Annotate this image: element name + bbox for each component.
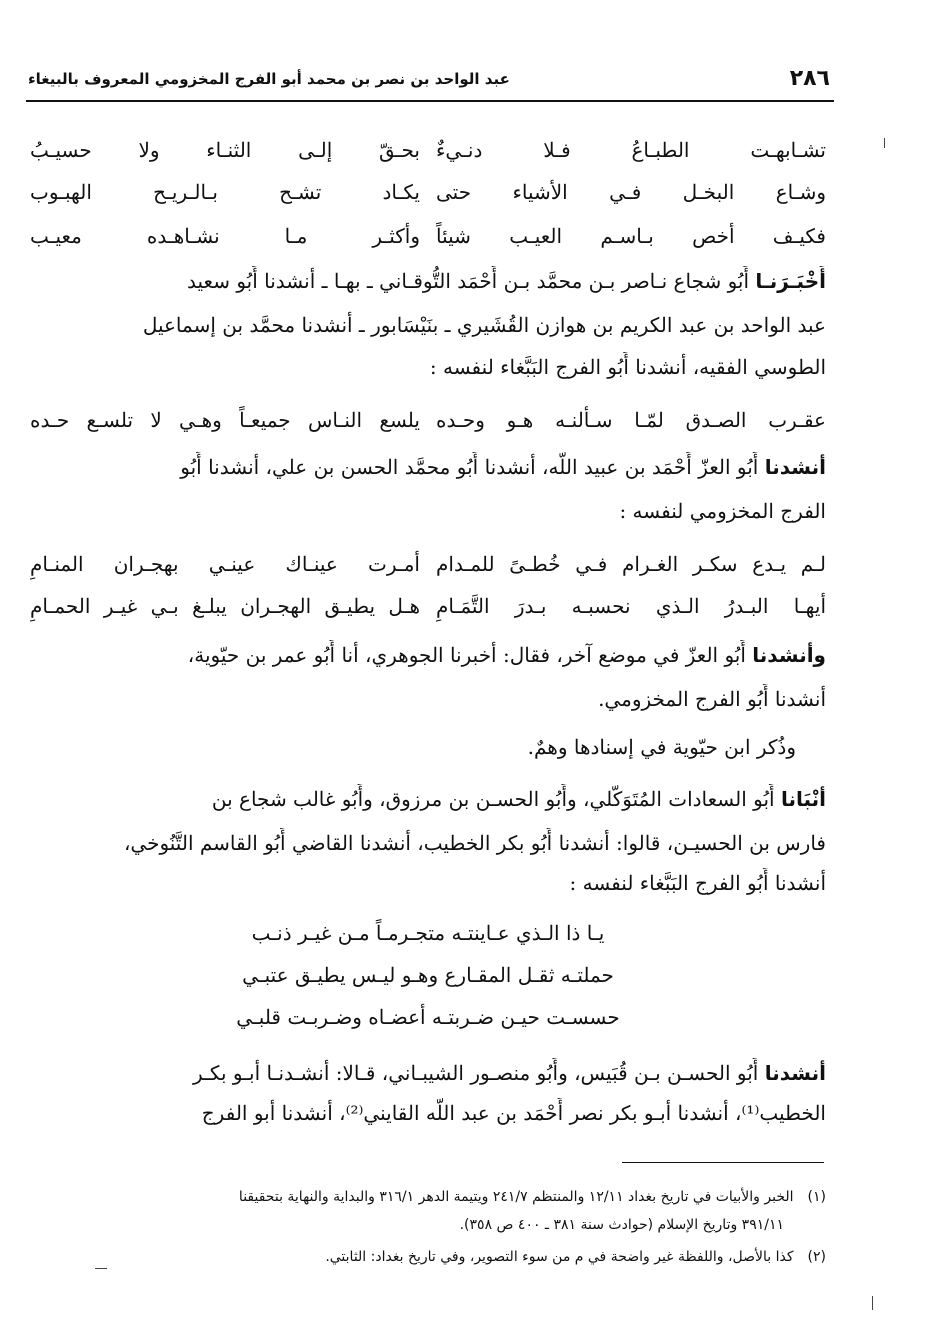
paragraph-line: أنشدنا أَبُو الفرج البَبَّغاء لنفسه : (569, 871, 826, 895)
verse-first-hemistich: لـم يـدع سكـر الغـرام فـي خُطـىً للمـدام (436, 552, 826, 576)
paragraph-line: عبد الواحد بن عبد الكريم بن هوازن القُشَيري ـ بنَيْسَابور ـ أنشدنا محمَّد بن إسماعيل (142, 313, 826, 337)
scan-mark (884, 138, 885, 148)
paragraph-text: أَبُو العزّ أَحْمَد بن عبيد اللَّه، أنشدنا أَبُو محمَّد الحسن بن علي، أنشدنا أَبُو (180, 455, 765, 479)
running-title: عبد الواحد بن نصر بن محمد أبو الفرج المخزومي المعروف بالبيغاء (28, 70, 510, 88)
verse-line (30, 174, 826, 210)
paragraph-line: فارس بن الحسيـن، قالوا: أنشدنا أَبُو بكر الخطيب، أنشدنا القاضي أَبُو القاسم التَّنُوخي، (123, 831, 826, 855)
verse-line (30, 546, 826, 582)
footnote (30, 1244, 826, 1270)
isnad-keyword: أنْبَانا (780, 787, 826, 811)
verse-first-hemistich: أيهـا البـدرُ الـذي نحسبـه بـدرَ التَّمَـامِ (436, 594, 826, 618)
verse-line: حملتـه ثقـل المقـارع وهـو ليـس يطيـق عتبـي (242, 963, 614, 987)
paragraph-line (30, 266, 826, 296)
isnad-keyword: وأنشدنا (752, 643, 826, 667)
verse-second-hemistich: يلسع النـاس جميعـاً وهـي لا تلسـع حـده (30, 408, 420, 432)
verse-second-hemistich: وأكثـر مـا نشـاهـده معيـب (30, 224, 420, 248)
footnote-marker: (١) (807, 1189, 826, 1205)
isnad-keyword: أنشدنا (764, 455, 826, 479)
paragraph-line (30, 784, 826, 814)
scan-mark (872, 1296, 873, 1310)
paragraph-text: وذُكر ابن حيّوية في إسنادها وهمٌ. (527, 735, 796, 759)
footnote-continuation (30, 1212, 826, 1238)
paragraph-line (30, 452, 826, 482)
paragraph-text: أَبُو شجاع نـاصر بـن محمَّد بـن أَحْمَد التُّوقـاني ـ بهـا ـ أنشدنا أَبُو سعيد (187, 269, 756, 293)
paragraph-line (30, 1058, 826, 1088)
footnote-text: ٣٩١/١١ وتاريخ الإسلام (حوادث سنة ٣٨١ ـ ٤٠٠ ص ٣٥٨). (459, 1217, 784, 1233)
footnote-marker: (٢) (807, 1249, 826, 1265)
footnote-separator (622, 1162, 824, 1163)
isnad-keyword: أنشدنا (764, 1061, 826, 1085)
isnad-keyword: أَخْبَـرَنـا (755, 269, 826, 293)
paragraph-line: أنشدنا أَبُو الفرج المخزومي. (598, 687, 826, 711)
verse-line: يـا ذا الـذي عـاينتـه متجـرمـاً مـن غيـر ذنـب (251, 921, 605, 945)
verse-first-hemistich: فكيـف أخص بـاسـم العيـب شيئاً (436, 224, 826, 248)
footnote-text: كذا بالأصل، واللفظة غير واضحة في م من سوء التصوير، وفي تاريخ بغداد: الثابتي. (325, 1249, 794, 1265)
paragraph-line (30, 640, 826, 670)
footnote (30, 1184, 826, 1210)
verse-first-hemistich: تشـابهـت الطبـاعُ فـلا دنـيءٌ (436, 138, 826, 162)
paragraph-line: الخطيب⁽¹⁾، أنشدنا أبـو بكر نصر أَحْمَد بن عبد اللَّه القايني⁽²⁾، أنشدنا أبو الفرج (201, 1101, 826, 1125)
main-text (30, 0, 826, 1160)
verse-line (30, 132, 826, 168)
paragraph-text: أَبُو السعادات المُتَوَكّلي، وأَبُو الحسـن بن مرزوق، وأَبُو غالب شجاع بن (211, 787, 781, 811)
verse-first-hemistich: وشـاع البخـل فـي الأشياء حتى (436, 180, 826, 204)
verse-first-hemistich: عقـرب الصـدق لمّـا سـألنـه هـو وحـده (436, 408, 826, 432)
paragraph-text: أَبُو الحسـن بـن قُبَيس، وأَبُو منصـور الشيبـاني، قـالا: أنشـدنـا أبـو بكـر (193, 1061, 765, 1085)
scan-mark (95, 1268, 107, 1269)
page-number: ٢٨٦ (789, 66, 830, 91)
paragraph-text: أَبُو العزّ في موضع آخر، فقال: أخبرنا الجوهري، أنا أَبُو عمر بن حيّوية، (187, 643, 753, 667)
paragraph-line: الطوسي الفقيه، أنشدنا أَبُو الفرج البَبَّغاء لنفسه : (429, 355, 826, 379)
footnote-text: الخبر والأبيات في تاريخ بغداد ١٢/١١ والمنتظم ٢٤١/٧ ويتيمة الدهر ٣١٦/١ والبداية والنهاية بتحقيقنا (238, 1189, 794, 1205)
paragraph-line (30, 732, 826, 762)
verse-second-hemistich: أمـرت عينـاك عينـي بهجـران المنـامِ (30, 552, 420, 576)
verse-second-hemistich: يكـاد تشـح بـالـريـح الهبـوب (30, 180, 420, 204)
verse-second-hemistich: هـل يطيـق الهجـران يبلـغ بـي غيـر الحمـامِ (30, 594, 420, 618)
verse-line (30, 588, 826, 624)
verse-line (30, 218, 826, 254)
verse-second-hemistich: بحـقّ إلـى الثنـاء ولا حسيـبُ (30, 138, 420, 162)
verse-line: حسسـت حيـن ضـربتـه أعضـاه وضـربـت قلبـي (236, 1005, 620, 1029)
paragraph-line: الفرج المخزومي لنفسه : (619, 499, 826, 523)
verse-line (30, 402, 826, 438)
